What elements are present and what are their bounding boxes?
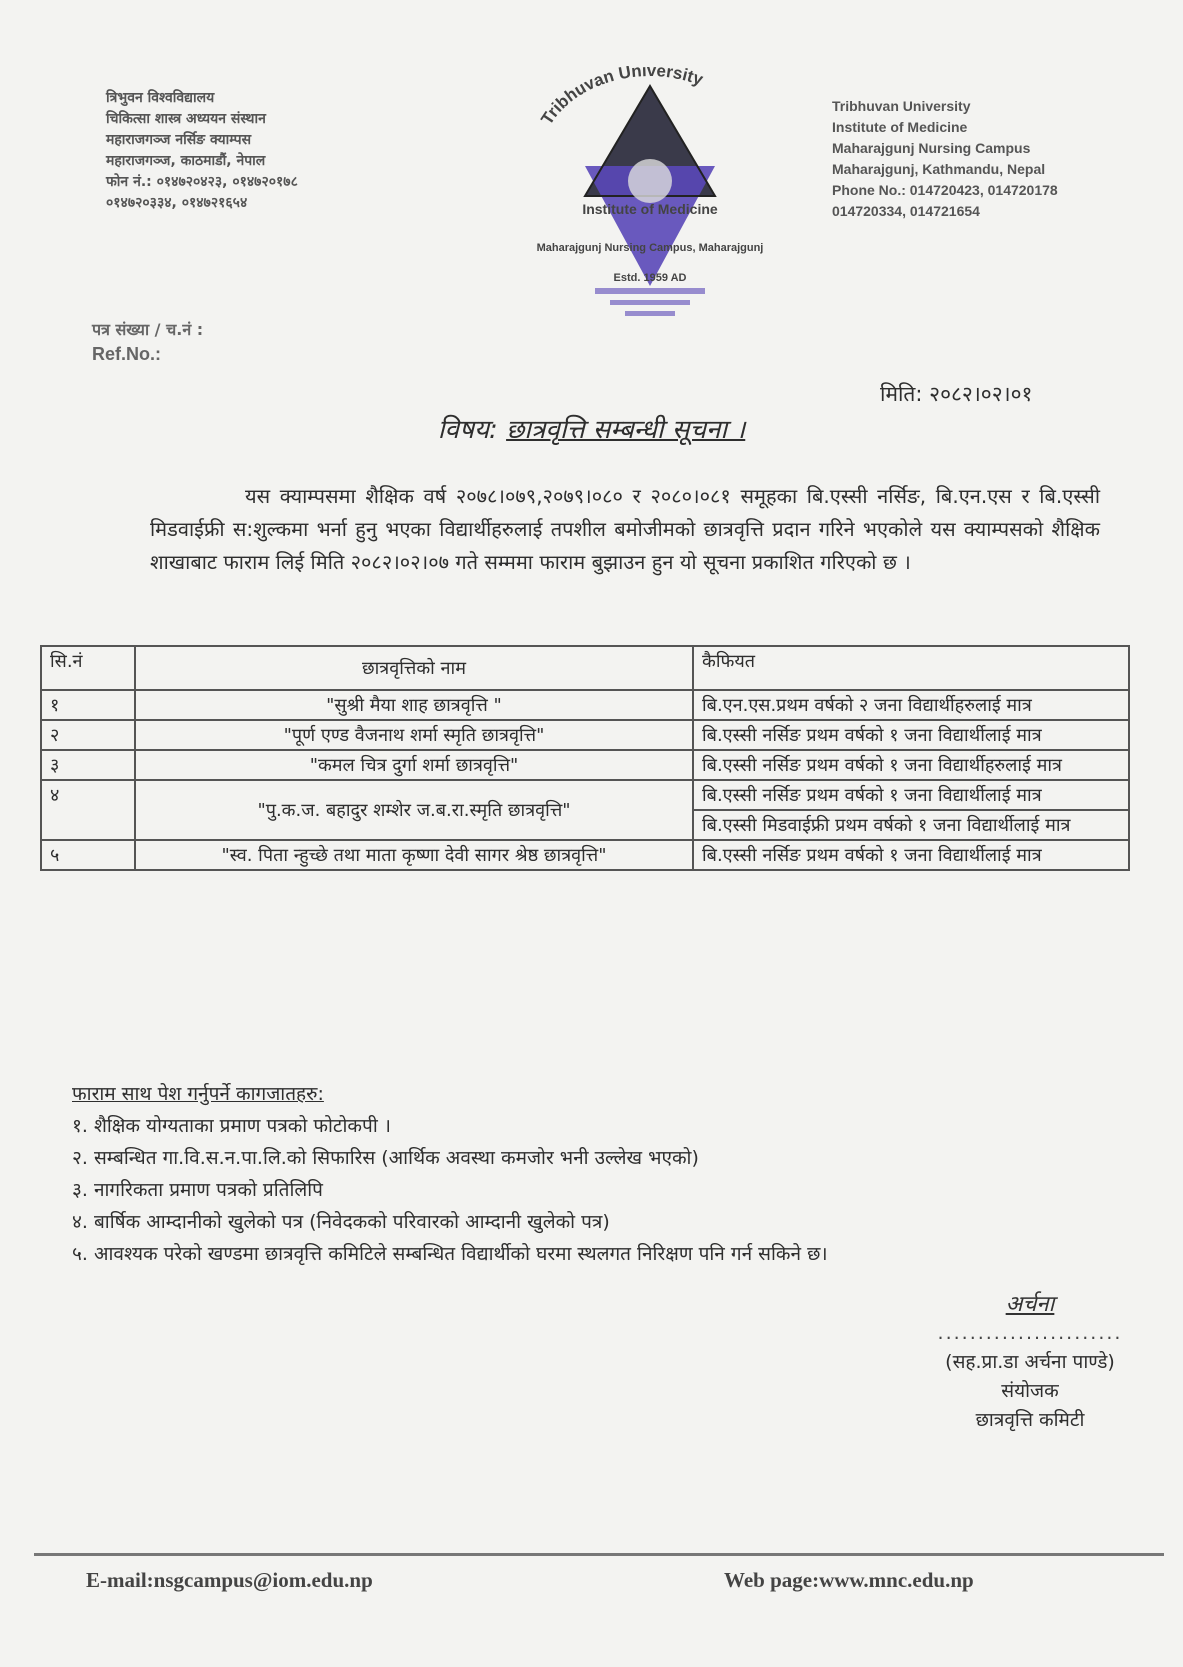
document-item: २. सम्बन्धित गा.वि.स.न.पा.लि.को सिफारिस (आर्थिक अवस्था कमजोर भनी उल्लेख भएको) <box>72 1147 699 1169</box>
signatory-role: संयोजक <box>1001 1380 1059 1402</box>
header-name: छात्रवृत्तिको नाम <box>135 646 693 690</box>
signature-block <box>905 1290 1155 1435</box>
header-line: चिकित्सा शास्त्र अध्ययन संस्थान <box>106 111 266 127</box>
ref-label-nepali: पत्र संख्या / च.नं : <box>92 320 204 339</box>
cell-name: "पु.क.ज. बहादुर शम्शेर ज.ब.रा.स्मृति छात्रवृत्ति" <box>135 780 693 840</box>
cell-sn: ३ <box>41 750 135 780</box>
header-remarks: कैफियत <box>693 646 1129 690</box>
cell-sn: ५ <box>41 840 135 870</box>
ref-label-english: Ref.No.: <box>92 344 161 364</box>
notice-paragraph: यस क्याम्पसमा शैक्षिक वर्ष २०७८।०७९,२०७९।०८० र २०८०।०८१ समूहका बि.एस्सी नर्सिङ, बि.एन.एस र बि.एस्सी मिडवाईफ्री स:शुल्कमा भर्ना हुनु भएका विद्यार्थीहरुलाई तपशील बमोजीमको छात्रवृत्ति प्रदान गरिने भएकोले यस क्याम्पसको शैक्षिक शाखाबाट फाराम लिई मिति २०८२।०२।०७ गते सम्ममा फाराम बुझाउन हुन यो सूचना प्रकाशित गरिएको छ । <box>150 484 1100 574</box>
cell-name: "सुश्री मैया शाह छात्रवृत्ति " <box>135 690 693 720</box>
document-item: १. शैक्षिक योग्यताका प्रमाण पत्रको फोटोकपी । <box>72 1115 391 1137</box>
document-item: ४. बार्षिक आम्दानीको खुलेको पत्र (निवेदकको परिवारको आम्दानी खुलेको पत्र) <box>72 1211 610 1233</box>
table-row <box>41 750 1129 780</box>
table-row <box>41 720 1129 750</box>
footer-divider <box>34 1553 1164 1556</box>
scholarship-table <box>40 645 1130 871</box>
cell-name: "कमल चित्र दुर्गा शर्मा छात्रवृत्ति" <box>135 750 693 780</box>
header-line: 014720334, 014721654 <box>832 203 980 219</box>
footer-email: E-mail:nsgcampus@iom.edu.np <box>86 1568 373 1592</box>
cell-remarks: बि.एस्सी मिडवाईफ्री प्रथम वर्षको १ जना विद्यार्थीलाई मात्र <box>693 810 1129 840</box>
header-line: Maharajgunj Nursing Campus <box>832 140 1031 156</box>
cell-sn: १ <box>41 690 135 720</box>
documents-heading: फाराम साथ पेश गर्नुपर्ने कागजातहरु: <box>72 1083 324 1105</box>
subject-label: विषय: <box>437 415 498 445</box>
header-line: फोन नं.: ०१४७२०४२३, ०१४७२०१७८ <box>106 174 298 190</box>
cell-remarks: बि.एस्सी नर्सिङ प्रथम वर्षको १ जना विद्यार्थीलाई मात्र <box>693 720 1129 750</box>
cell-sn: ४ <box>41 780 135 840</box>
table-row <box>41 690 1129 720</box>
cell-name: "स्व. पिता न्हुच्छे तथा माता कृष्णा देवी सागर श्रेष्ठ छात्रवृत्ति" <box>135 840 693 870</box>
table-row <box>41 780 1129 810</box>
header-english-address <box>832 96 1058 222</box>
logo-caption: Maharajgunj Nursing Campus, Maharajgunj <box>536 242 764 254</box>
logo-top-text: Tribhuvan University <box>537 66 706 129</box>
subject-title: छात्रवृत्ति सम्बन्धी सूचना । <box>506 415 746 445</box>
header-nepali-address <box>106 88 298 214</box>
handwritten-signature: अर्चना <box>1005 1292 1055 1317</box>
header-line: Phone No.: 014720423, 014720178 <box>832 182 1058 198</box>
footer-website: Web page:www.mnc.edu.np <box>724 1568 974 1592</box>
cell-remarks: बि.एन.एस.प्रथम वर्षको २ जना विद्यार्थीहरुलाई मात्र <box>693 690 1129 720</box>
signatory-name: (सह.प्रा.डा अर्चना पाण्डे) <box>945 1351 1115 1373</box>
header-line: महाराजगञ्ज नर्सिङ क्याम्पस <box>106 132 252 148</box>
header-line: Tribhuvan University <box>832 98 971 114</box>
cell-name: "पूर्ण एण्ड वैजनाथ शर्मा स्मृति छात्रवृत्ति" <box>135 720 693 750</box>
header-line: Maharajgunj, Kathmandu, Nepal <box>832 161 1046 177</box>
signatory-committee: छात्रवृत्ति कमिटी <box>975 1409 1085 1431</box>
signature-dotted-line: ....................... <box>937 1322 1123 1344</box>
logo-bottom-text: Institute of Medicine <box>582 201 718 217</box>
cell-remarks: बि.एस्सी नर्सिङ प्रथम वर्षको १ जना विद्यार्थीलाई मात्र <box>693 840 1129 870</box>
document-item: ३. नागरिकता प्रमाण पत्रको प्रतिलिपि <box>72 1179 323 1201</box>
header-line: Institute of Medicine <box>832 119 968 135</box>
header-line: महाराजगञ्ज, काठमाडौं, नेपाल <box>106 153 266 169</box>
subject-line <box>0 410 1183 446</box>
svg-text:Tribhuvan University <box>537 66 706 128</box>
cell-sn: २ <box>41 720 135 750</box>
notice-date: मिति: २०८२।०२।०१ <box>880 382 1033 406</box>
table-header-row <box>41 646 1129 690</box>
header-sn: सि.नं <box>41 646 135 690</box>
required-documents <box>72 1078 1152 1270</box>
table-row <box>41 840 1129 870</box>
document-item: ५. आवश्यक परेको खण्डमा छात्रवृत्ति कमिटिले सम्बन्धित विद्यार्थीको घरमा स्थलगत निरिक्षण पनि गर्न सकिने छ। <box>72 1243 828 1265</box>
reference-number <box>92 318 203 366</box>
header-line: त्रिभुवन विश्वविद्यालय <box>106 90 215 106</box>
header-line: ०१४७२०३३४, ०१४७२१६५४ <box>106 195 248 211</box>
university-logo <box>500 66 800 346</box>
cell-remarks: बि.एस्सी नर्सिङ प्रथम वर्षको १ जना विद्यार्थीहरुलाई मात्र <box>693 750 1129 780</box>
cell-remarks: बि.एस्सी नर्सिङ प्रथम वर्षको १ जना विद्यार्थीलाई मात्र <box>693 780 1129 810</box>
logo-estd: Estd. 1959 AD <box>613 272 687 284</box>
